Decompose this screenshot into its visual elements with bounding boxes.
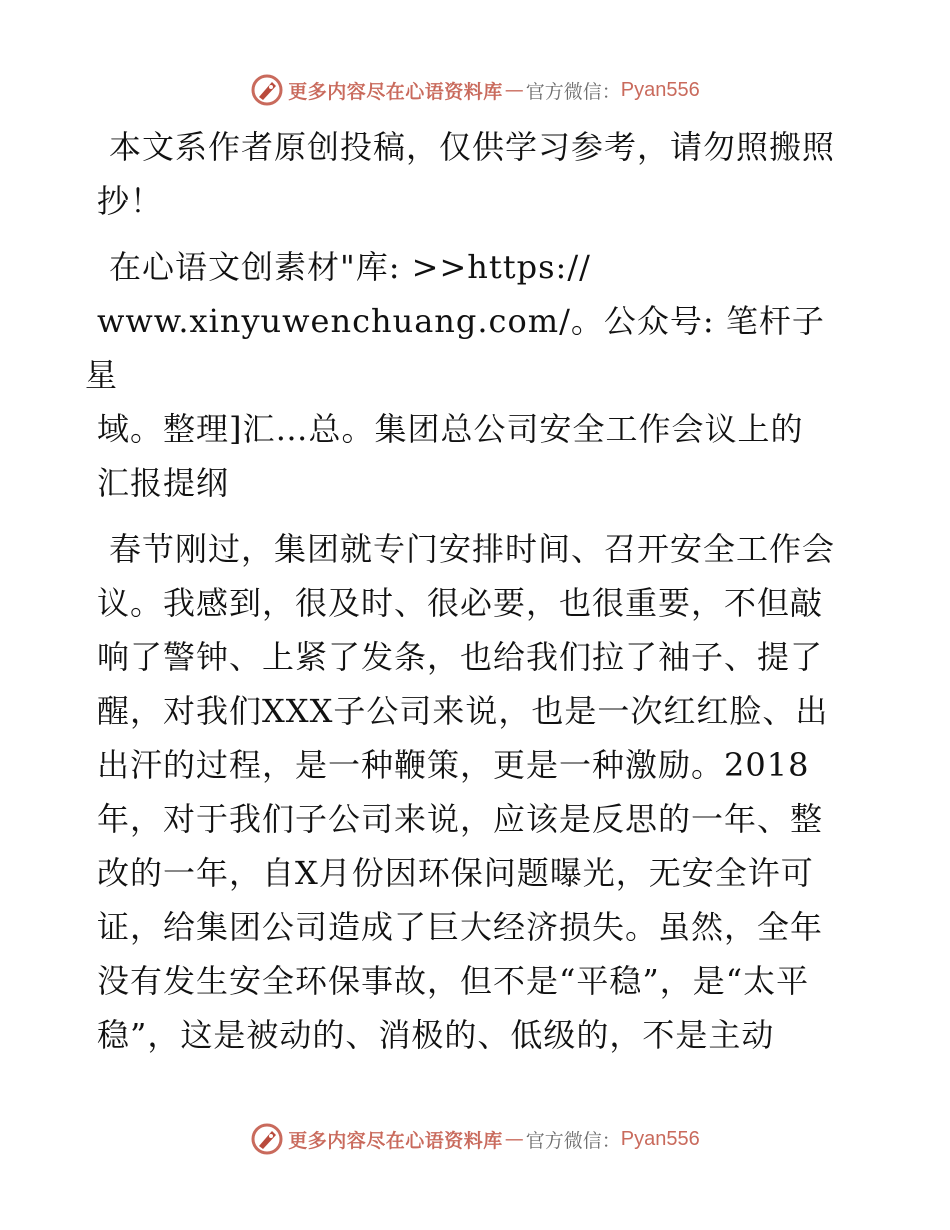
pen-nib-logo-icon: [250, 73, 284, 107]
wechat-id: Pyan556: [620, 78, 700, 101]
wechat-label: 官方微信：: [525, 1129, 621, 1152]
source-line-2: www.xinyuwenchuang.com/。公众号: 笔杆子星: [85, 302, 825, 394]
header-banner: [0, 70, 950, 110]
notice-paragraph: 本文系作者原创投稿，仅供学习参考，请勿照搬照抄！: [97, 128, 836, 220]
body-paragraph: 春节刚过，集团就专门安排时间、召开安全工作会议。我感到，很及时、很必要，也很重要，不但敲响了警钟、上紧了发条，也给我们拉了袖子、提了醒，对我们XXX子公司来说，也是一次红红脸、出出汗的过程，是一种鞭策，更是一种激励。2018年，对于我们子公司来说，应该是反思的一年、整改的一年，自X月份因环保问题曝光，无安全许可证，给集团公司造成了巨大经济损失。虽然，全年没有发生安全环保事故，但不是“平稳”，是“太平稳”，这是被动的、消极的、低级的，不是主动: [97, 530, 836, 1054]
wechat-label: 官方微信：: [525, 80, 621, 103]
footer-banner: [0, 1119, 950, 1159]
source-paragraph: [85, 240, 849, 510]
source-line-3: 域。整理]汇…总。集团总公司安全工作会议上的: [97, 410, 804, 448]
wechat-id: Pyan556: [620, 1127, 700, 1150]
source-line-4: 汇报提纲: [97, 464, 230, 502]
pen-nib-logo-icon: [250, 1122, 284, 1156]
banner-title: 更多内容尽在心语资料库: [288, 1129, 503, 1152]
banner-title: 更多内容尽在心语资料库: [288, 80, 503, 103]
source-line-1: 在心语文创素材"库: >>https://: [109, 248, 591, 286]
document-body: [85, 120, 849, 1062]
banner-separator: —: [504, 1128, 524, 1150]
banner-separator: —: [504, 79, 524, 101]
